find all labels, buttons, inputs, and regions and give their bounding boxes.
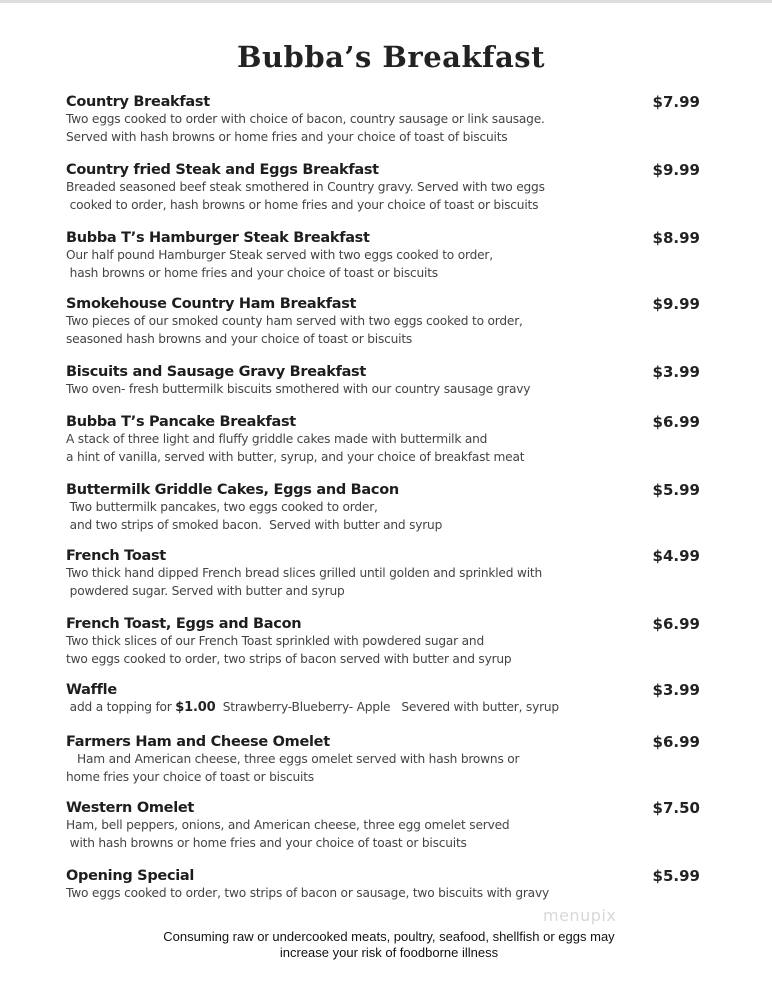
item-description: Two eggs cooked to order with choice of bacon, country sausage or link sausage. xyxy=(66,112,545,126)
disclaimer-line: increase your risk of foodborne illness xyxy=(279,945,499,960)
item-price: $9.99 xyxy=(652,161,700,179)
item-description: Two thick slices of our French Toast sprinkled with powdered sugar and xyxy=(66,634,484,648)
watermark-logo: menupix xyxy=(543,906,617,925)
item-description: Ham, bell peppers, onions, and American cheese, three egg omelet served xyxy=(66,818,510,832)
item-description xyxy=(66,699,706,717)
item-price: $3.99 xyxy=(652,681,700,699)
item-description: home fries your choice of toast or biscuits xyxy=(66,769,314,784)
item-name: Opening Special xyxy=(66,868,195,884)
item-description: seasoned hash browns and your choice of toast or biscuits xyxy=(66,331,413,346)
item-price: $5.99 xyxy=(652,867,700,885)
item-name: Country fried Steak and Eggs Breakfast xyxy=(66,162,379,178)
item-name: Bubba T’s Hamburger Steak Breakfast xyxy=(66,230,370,246)
item-description: Two eggs cooked to order, two strips of bacon or sausage, two biscuits with gravy xyxy=(66,886,549,900)
item-price: $4.99 xyxy=(652,547,700,565)
menu-item xyxy=(66,413,706,466)
menu-item xyxy=(66,229,706,282)
menu-item xyxy=(66,161,706,214)
item-name: Biscuits and Sausage Gravy Breakfast xyxy=(66,364,367,380)
item-price: $8.99 xyxy=(652,229,700,247)
menu-item xyxy=(66,93,706,146)
menu-item xyxy=(66,799,706,852)
menu-item xyxy=(66,295,706,348)
item-price: $5.99 xyxy=(652,481,700,499)
menu-title: Bubba’s Breakfast xyxy=(236,40,546,74)
item-description: Two thick hand dipped French bread slices grilled until golden and sprinkled with xyxy=(66,566,542,580)
item-name: Buttermilk Griddle Cakes, Eggs and Bacon xyxy=(66,482,399,498)
item-description: cooked to order, hash browns or home fries and your choice of toast or biscuits xyxy=(66,197,539,212)
item-name: Western Omelet xyxy=(66,800,195,816)
item-description: Two buttermilk pancakes, two eggs cooked to order, xyxy=(66,500,378,514)
item-name: Farmers Ham and Cheese Omelet xyxy=(66,734,330,750)
item-name: Smokehouse Country Ham Breakfast xyxy=(66,296,357,312)
item-name: French Toast xyxy=(66,548,166,564)
desc-text: Strawberry-Blueberry- Apple Severed with butter, syrup xyxy=(215,700,559,714)
item-description: Served with hash browns or home fries and your choice of toast of biscuits xyxy=(66,129,508,144)
item-description: powdered sugar. Served with butter and syrup xyxy=(66,583,345,598)
item-price: $7.99 xyxy=(652,93,700,111)
desc-text: add a topping for xyxy=(66,700,176,714)
item-description: hash browns or home fries and your choice of toast or biscuits xyxy=(66,265,438,280)
item-description: Two pieces of our smoked county ham served with two eggs cooked to order, xyxy=(66,314,523,328)
item-description: Two oven- fresh buttermilk biscuits smothered with our country sausage gravy xyxy=(66,382,531,396)
menu-item xyxy=(66,733,706,786)
scan-edge xyxy=(0,0,772,3)
item-name: Bubba T’s Pancake Breakfast xyxy=(66,414,296,430)
menu-item xyxy=(66,481,706,534)
menu-item xyxy=(66,363,706,399)
item-price: $6.99 xyxy=(652,615,700,633)
item-description: a hint of vanilla, served with butter, syrup, and your choice of breakfast meat xyxy=(66,449,525,464)
item-price: $6.99 xyxy=(652,733,700,751)
item-price: $7.50 xyxy=(652,799,700,817)
menu-item xyxy=(66,681,706,717)
item-name: French Toast, Eggs and Bacon xyxy=(66,616,302,632)
item-description: with hash browns or home fries and your choice of toast or biscuits xyxy=(66,835,467,850)
item-description: two eggs cooked to order, two strips of bacon served with butter and syrup xyxy=(66,651,512,666)
health-disclaimer xyxy=(0,929,772,961)
item-description: Our half pound Hamburger Steak served with two eggs cooked to order, xyxy=(66,248,493,262)
item-description: and two strips of smoked bacon. Served with butter and syrup xyxy=(66,517,443,532)
item-price: $6.99 xyxy=(652,413,700,431)
menu-item xyxy=(66,867,706,903)
item-price: $3.99 xyxy=(652,363,700,381)
menu-item xyxy=(66,615,706,668)
item-description: A stack of three light and fluffy griddle cakes made with buttermilk and xyxy=(66,432,488,446)
menu-item xyxy=(66,547,706,600)
disclaimer-line: Consuming raw or undercooked meats, poultry, seafood, shellfish or eggs may xyxy=(163,929,615,944)
topping-price: $1.00 xyxy=(175,700,216,715)
item-description: Ham and American cheese, three eggs omelet served with hash browns or xyxy=(66,752,520,766)
item-price: $9.99 xyxy=(652,295,700,313)
item-name: Waffle xyxy=(66,682,117,698)
item-name: Country Breakfast xyxy=(66,94,210,110)
item-description: Breaded seasoned beef steak smothered in Country gravy. Served with two eggs xyxy=(66,180,545,194)
